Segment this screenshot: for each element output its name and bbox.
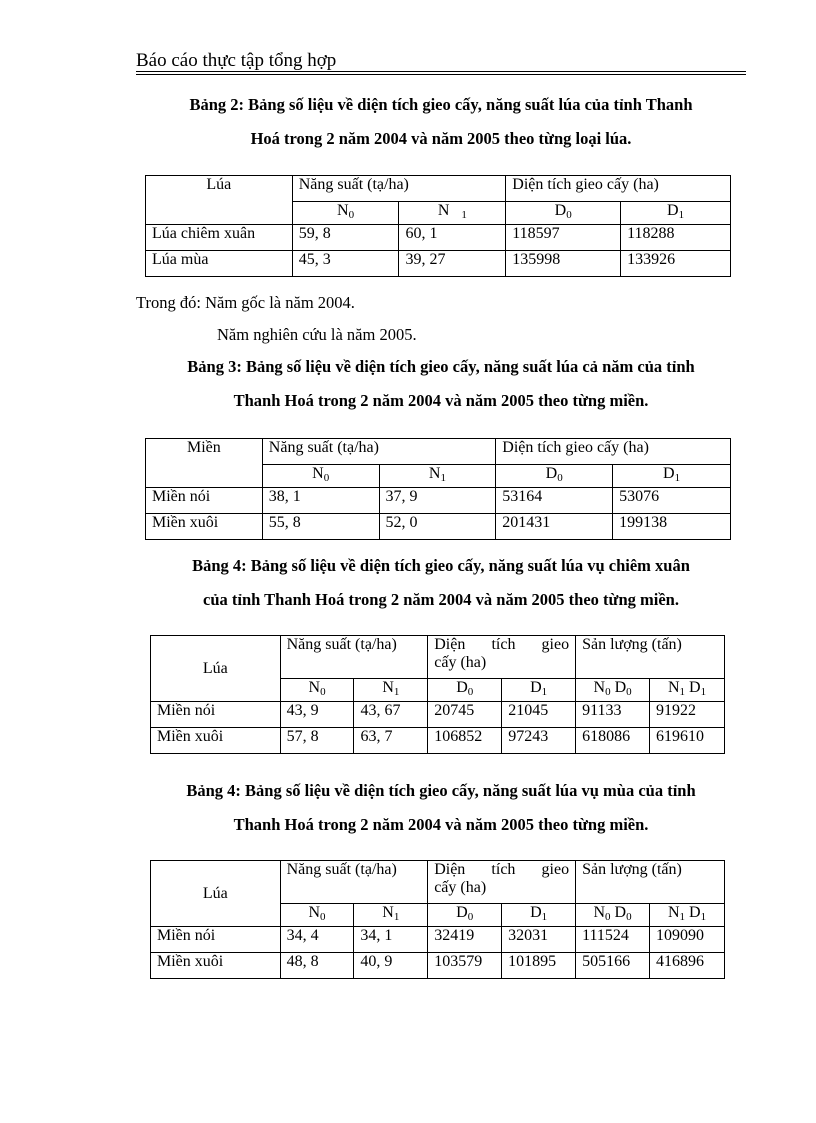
symbol: N	[308, 679, 321, 696]
table5	[150, 860, 725, 979]
symbol-index: 0	[605, 686, 611, 698]
header-cell-line: cấy (ha)	[434, 654, 487, 671]
table-cell: 63, 7	[354, 728, 428, 754]
table-header-row	[151, 636, 725, 679]
table-row	[151, 953, 725, 979]
symbol-index: 1	[678, 209, 685, 221]
table-cell: 43, 9	[280, 702, 354, 728]
table-cell: 45, 3	[292, 251, 399, 277]
symbol-index: 0	[626, 911, 632, 923]
table-row	[146, 251, 731, 277]
table-cell: 619610	[650, 728, 725, 754]
caption-line: Thanh Hoá trong 2 năm 2004 và năm 2005 theo từng miền.	[233, 815, 649, 834]
table-cell: 103579	[428, 953, 502, 979]
subheader-cell	[280, 679, 354, 702]
table-cell: 21045	[502, 702, 576, 728]
header-cell-line: Diện tích gieo	[434, 861, 570, 878]
table-cell: 32419	[428, 927, 502, 953]
table-cell: 199138	[613, 514, 731, 540]
symbol: N	[308, 904, 321, 921]
symbol-index: 0	[626, 686, 632, 698]
table-header-row	[146, 176, 731, 202]
header-cell: Lúa	[151, 636, 281, 702]
caption-line: Bảng 4: Bảng số liệu về diện tích gieo cấy, năng suất lúa vụ mùa của tỉnh	[186, 781, 696, 800]
header-rule	[136, 74, 746, 75]
table-cell: 133926	[621, 251, 731, 277]
caption-line: của tỉnh Thanh Hoá trong 2 năm 2004 và năm 2005 theo từng miền.	[203, 590, 679, 609]
header-cell: Năng suất (tạ/ha)	[262, 439, 496, 465]
symbol-index: 1	[700, 686, 707, 698]
page-header	[136, 50, 746, 72]
subheader-cell	[613, 465, 731, 488]
table-header-row	[146, 439, 731, 465]
caption-line: Hoá trong 2 năm 2004 và năm 2005 theo từng loại lúa.	[250, 129, 632, 148]
table-cell: 135998	[506, 251, 621, 277]
table-cell: 37, 9	[379, 488, 496, 514]
symbol: N	[593, 904, 606, 921]
table-cell: 39, 27	[399, 251, 506, 277]
table-cell: 101895	[502, 953, 576, 979]
caption-line: Bảng 4: Bảng số liệu về diện tích gieo cấy, năng suất lúa vụ chiêm xuân	[192, 556, 690, 575]
header-cell-line: cấy (ha)	[434, 879, 487, 896]
symbol: N	[382, 904, 394, 921]
symbol-index: 1	[541, 686, 548, 698]
symbol: N	[312, 465, 324, 482]
table-row	[151, 702, 725, 728]
table-cell: 53164	[496, 488, 613, 514]
subheader-cell	[650, 904, 725, 927]
table-cell: 53076	[613, 488, 731, 514]
symbol-index: 1	[679, 686, 686, 698]
symbol-index: 0	[348, 209, 355, 221]
subheader-cell	[379, 465, 496, 488]
header-cell	[428, 861, 576, 904]
table-cell: 20745	[428, 702, 502, 728]
subheader-cell	[399, 202, 506, 225]
subheader-cell	[428, 679, 502, 702]
table-cell: 106852	[428, 728, 502, 754]
subheader-cell	[280, 904, 354, 927]
table3	[145, 438, 731, 540]
symbol-index: 0	[320, 686, 326, 698]
header-cell: Sản lượng (tấn)	[576, 636, 725, 679]
table-cell: 111524	[576, 927, 650, 953]
table-cell: Miền nói	[151, 927, 281, 953]
symbol: D	[456, 679, 468, 696]
table-cell: 201431	[496, 514, 613, 540]
table4-caption	[136, 549, 746, 617]
subheader-cell	[292, 202, 399, 225]
header-cell: Lúa	[146, 176, 293, 225]
table-cell: 43, 67	[354, 702, 428, 728]
table-cell: 118288	[621, 225, 731, 251]
table-cell: 416896	[650, 953, 725, 979]
table-cell: 118597	[506, 225, 621, 251]
subheader-cell	[506, 202, 621, 225]
table-cell: Lúa mùa	[146, 251, 293, 277]
subheader-cell	[576, 679, 650, 702]
symbol-index: 1	[700, 911, 707, 923]
table4	[150, 635, 725, 754]
header-cell: Năng suất (tạ/ha)	[280, 636, 428, 679]
symbol-index: 1	[393, 911, 400, 923]
table-cell: 505166	[576, 953, 650, 979]
symbol-index: 0	[557, 472, 563, 484]
symbol-index: 0	[467, 911, 474, 923]
table-row	[146, 514, 731, 540]
symbol-index: 0	[320, 911, 326, 923]
symbol: N	[593, 679, 606, 696]
table-cell: 618086	[576, 728, 650, 754]
symbol-index: 1	[440, 472, 446, 484]
symbol: D	[663, 465, 675, 482]
symbol-index: 0	[467, 686, 474, 698]
subheader-cell	[650, 679, 725, 702]
header-cell: Miền	[146, 439, 263, 488]
subheader-cell	[576, 904, 650, 927]
header-cell-line: Diện tích gieo	[434, 636, 570, 653]
symbol-index: 1	[461, 209, 467, 221]
symbol: D	[685, 904, 701, 921]
symbol: D	[530, 679, 542, 696]
symbol: D	[554, 202, 567, 219]
note-study-year: Năm nghiên cứu là năm 2005.	[217, 325, 417, 344]
symbol-index: 1	[674, 472, 681, 484]
header-cell: Diện tích gieo cấy (ha)	[506, 176, 731, 202]
symbol: N	[337, 202, 349, 219]
symbol: D	[667, 202, 679, 219]
table-cell: 34, 4	[280, 927, 354, 953]
subheader-cell	[502, 679, 576, 702]
subheader-cell	[428, 904, 502, 927]
header-cell	[428, 636, 576, 679]
table2	[145, 175, 731, 277]
table-cell: 34, 1	[354, 927, 428, 953]
table-cell: Miền xuôi	[151, 728, 281, 754]
table3-caption	[136, 350, 746, 418]
table-cell: 48, 8	[280, 953, 354, 979]
caption-line: Thanh Hoá trong 2 năm 2004 và năm 2005 theo từng miền.	[233, 391, 649, 410]
table2-caption	[136, 88, 746, 156]
caption-line: Bảng 2: Bảng số liệu về diện tích gieo cấy, năng suất lúa của tỉnh Thanh	[189, 95, 693, 114]
table-cell: Miền xuôi	[146, 514, 263, 540]
note-base-year: Trong đó: Năm gốc là năm 2004.	[136, 293, 355, 312]
table-cell: Miền nói	[146, 488, 263, 514]
table-cell: 109090	[650, 927, 725, 953]
table-cell: Lúa chiêm xuân	[146, 225, 293, 251]
header-cell: Lúa	[151, 861, 281, 927]
table-cell: 40, 9	[354, 953, 428, 979]
symbol: N	[667, 679, 680, 696]
subheader-cell	[262, 465, 379, 488]
symbol: N	[382, 679, 394, 696]
table5-caption	[136, 774, 746, 842]
table-row	[146, 225, 731, 251]
table-cell: 60, 1	[399, 225, 506, 251]
header-title: Báo cáo thực tập tổng hợp	[136, 50, 337, 71]
table-cell: 57, 8	[280, 728, 354, 754]
symbol-index: 1	[541, 911, 548, 923]
table-row	[151, 728, 725, 754]
symbol: D	[545, 465, 558, 482]
table-header-row	[151, 861, 725, 904]
table-cell: Miền nói	[151, 702, 281, 728]
header-cell: Diện tích gieo cấy (ha)	[496, 439, 731, 465]
symbol: D	[530, 904, 542, 921]
symbol: N	[428, 465, 441, 482]
symbol: D	[456, 904, 468, 921]
symbol: N	[667, 904, 680, 921]
table-cell: Miền xuôi	[151, 953, 281, 979]
symbol-index: 0	[605, 911, 611, 923]
subheader-cell	[502, 904, 576, 927]
subheader-cell	[621, 202, 731, 225]
subheader-cell	[354, 679, 428, 702]
table-cell: 97243	[502, 728, 576, 754]
table-cell: 38, 1	[262, 488, 379, 514]
symbol-index: 1	[679, 911, 685, 923]
subheader-cell	[496, 465, 613, 488]
symbol-index: 0	[566, 209, 572, 221]
symbol: D	[610, 679, 627, 696]
symbol-index: 1	[393, 686, 400, 698]
symbol-index: 0	[323, 472, 330, 484]
symbol: N	[437, 202, 450, 219]
table-row	[151, 927, 725, 953]
symbol: D	[685, 679, 701, 696]
table-cell: 52, 0	[379, 514, 496, 540]
header-cell: Năng suất (tạ/ha)	[292, 176, 506, 202]
header-cell: Sản lượng (tấn)	[576, 861, 725, 904]
header-rule	[136, 71, 746, 72]
table-cell: 91922	[650, 702, 725, 728]
subheader-cell	[354, 904, 428, 927]
caption-line: Bảng 3: Bảng số liệu về diện tích gieo cấy, năng suất lúa cả năm của tỉnh	[187, 357, 695, 376]
table-row	[146, 488, 731, 514]
header-cell: Năng suất (tạ/ha)	[280, 861, 428, 904]
table-cell: 59, 8	[292, 225, 399, 251]
table-cell: 32031	[502, 927, 576, 953]
symbol: D	[610, 904, 627, 921]
table-cell: 91133	[576, 702, 650, 728]
table-cell: 55, 8	[262, 514, 379, 540]
